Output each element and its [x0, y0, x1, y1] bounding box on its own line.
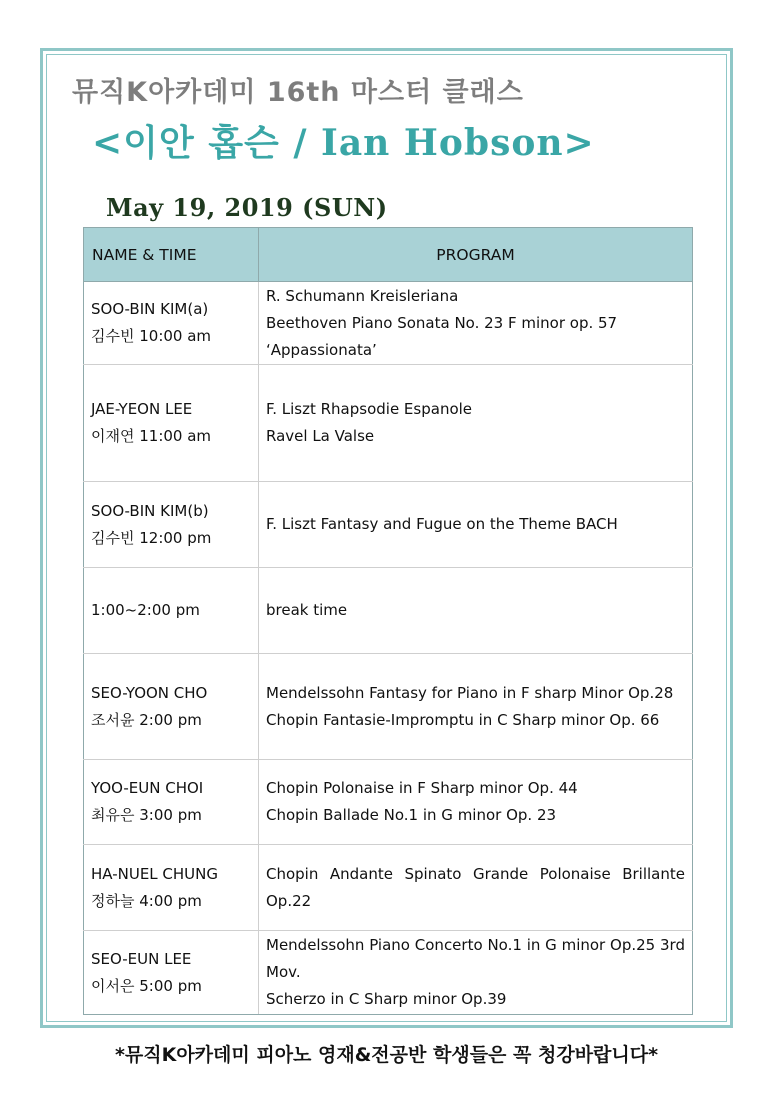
- program-item: Chopin Fantasie-Impromptu in C Sharp minor Op. 66: [266, 710, 660, 729]
- performer-time: 조서윤 2:00 pm: [91, 710, 202, 729]
- table-row: [84, 568, 693, 654]
- row-program: [259, 845, 693, 931]
- row-name-time: [84, 482, 259, 568]
- performer-name: SEO-YOON CHO: [91, 683, 208, 702]
- table-header-row: [84, 228, 693, 282]
- row-program: [259, 654, 693, 760]
- program-item: Mendelssohn Fantasy for Piano in F sharp Minor Op.28: [266, 683, 674, 702]
- table-row: [84, 654, 693, 760]
- row-name-time: [84, 568, 259, 654]
- event-subtitle: 뮤직K아카데미 16th 마스터 클래스: [72, 77, 524, 108]
- performer-time: 김수빈 10:00 am: [91, 327, 212, 345]
- program-item: Scherzo in C Sharp minor Op.39: [266, 990, 507, 1008]
- row-name-time: [84, 931, 259, 1015]
- row-program: [259, 282, 693, 365]
- event-title: <이안 홉슨 / Ian Hobson>: [92, 122, 595, 164]
- row-name-time: [84, 760, 259, 845]
- program-item: Mendelssohn Piano Concerto No.1 in G minor Op.25 3rd Mov.: [266, 936, 685, 981]
- table-row: [84, 482, 693, 568]
- column-header-name-time: NAME & TIME: [84, 228, 259, 282]
- column-header-program: PROGRAM: [259, 228, 693, 282]
- program-item: Ravel La Valse: [266, 427, 375, 445]
- performer-time: 김수빈 12:00 pm: [91, 528, 212, 547]
- row-program: [259, 568, 693, 654]
- performer-name: HA-NUEL CHUNG: [91, 864, 219, 883]
- program-item: F. Liszt Rhapsodie Espanole: [266, 400, 473, 418]
- performer-name: SOO-BIN KIM(a): [91, 300, 209, 318]
- program-item: F. Liszt Fantasy and Fugue on the Theme BACH: [266, 515, 618, 533]
- row-program: [259, 365, 693, 482]
- row-name-time: [84, 365, 259, 482]
- program-item: Chopin Polonaise in F Sharp minor Op. 44: [266, 779, 578, 797]
- program-item: R. Schumann Kreisleriana: [266, 286, 459, 305]
- program-item: break time: [266, 601, 348, 619]
- program-item: Chopin Ballade No.1 in G minor Op. 23: [266, 806, 557, 824]
- table-row: [84, 931, 693, 1015]
- program-item: Chopin Andante Spinato Grande Polonaise Brillante Op.22: [266, 864, 685, 910]
- row-name-time: [84, 282, 259, 365]
- table-row: [84, 282, 693, 365]
- row-program: [259, 760, 693, 845]
- program-item: Beethoven Piano Sonata No. 23 F minor op. 57: [266, 313, 618, 332]
- schedule-table: [83, 227, 693, 1015]
- event-date: May 19, 2019 (SUN): [106, 193, 388, 222]
- table-row: [84, 760, 693, 845]
- footer-notice: *뮤직K아카데미 피아노 영재&전공반 학생들은 꼭 청강바랍니다*: [114, 1044, 659, 1066]
- row-name-time: [84, 845, 259, 931]
- break-time-slot: 1:00~2:00 pm: [91, 601, 200, 619]
- performer-name: SEO-EUN LEE: [91, 949, 192, 968]
- row-name-time: [84, 654, 259, 760]
- performer-name: YOO-EUN CHOI: [91, 779, 204, 797]
- table-row: [84, 845, 693, 931]
- row-program: [259, 482, 693, 568]
- row-program: [259, 931, 693, 1015]
- table-row: [84, 365, 693, 482]
- performer-time: 이재연 11:00 am: [91, 427, 212, 445]
- program-item: ‘Appassionata’: [266, 340, 377, 359]
- performer-time: 정하늘 4:00 pm: [91, 891, 202, 910]
- performer-name: JAE-YEON LEE: [91, 400, 193, 418]
- performer-name: SOO-BIN KIM(b): [91, 501, 209, 520]
- performer-time: 이서은 5:00 pm: [91, 976, 202, 995]
- performer-time: 최유은 3:00 pm: [91, 806, 202, 824]
